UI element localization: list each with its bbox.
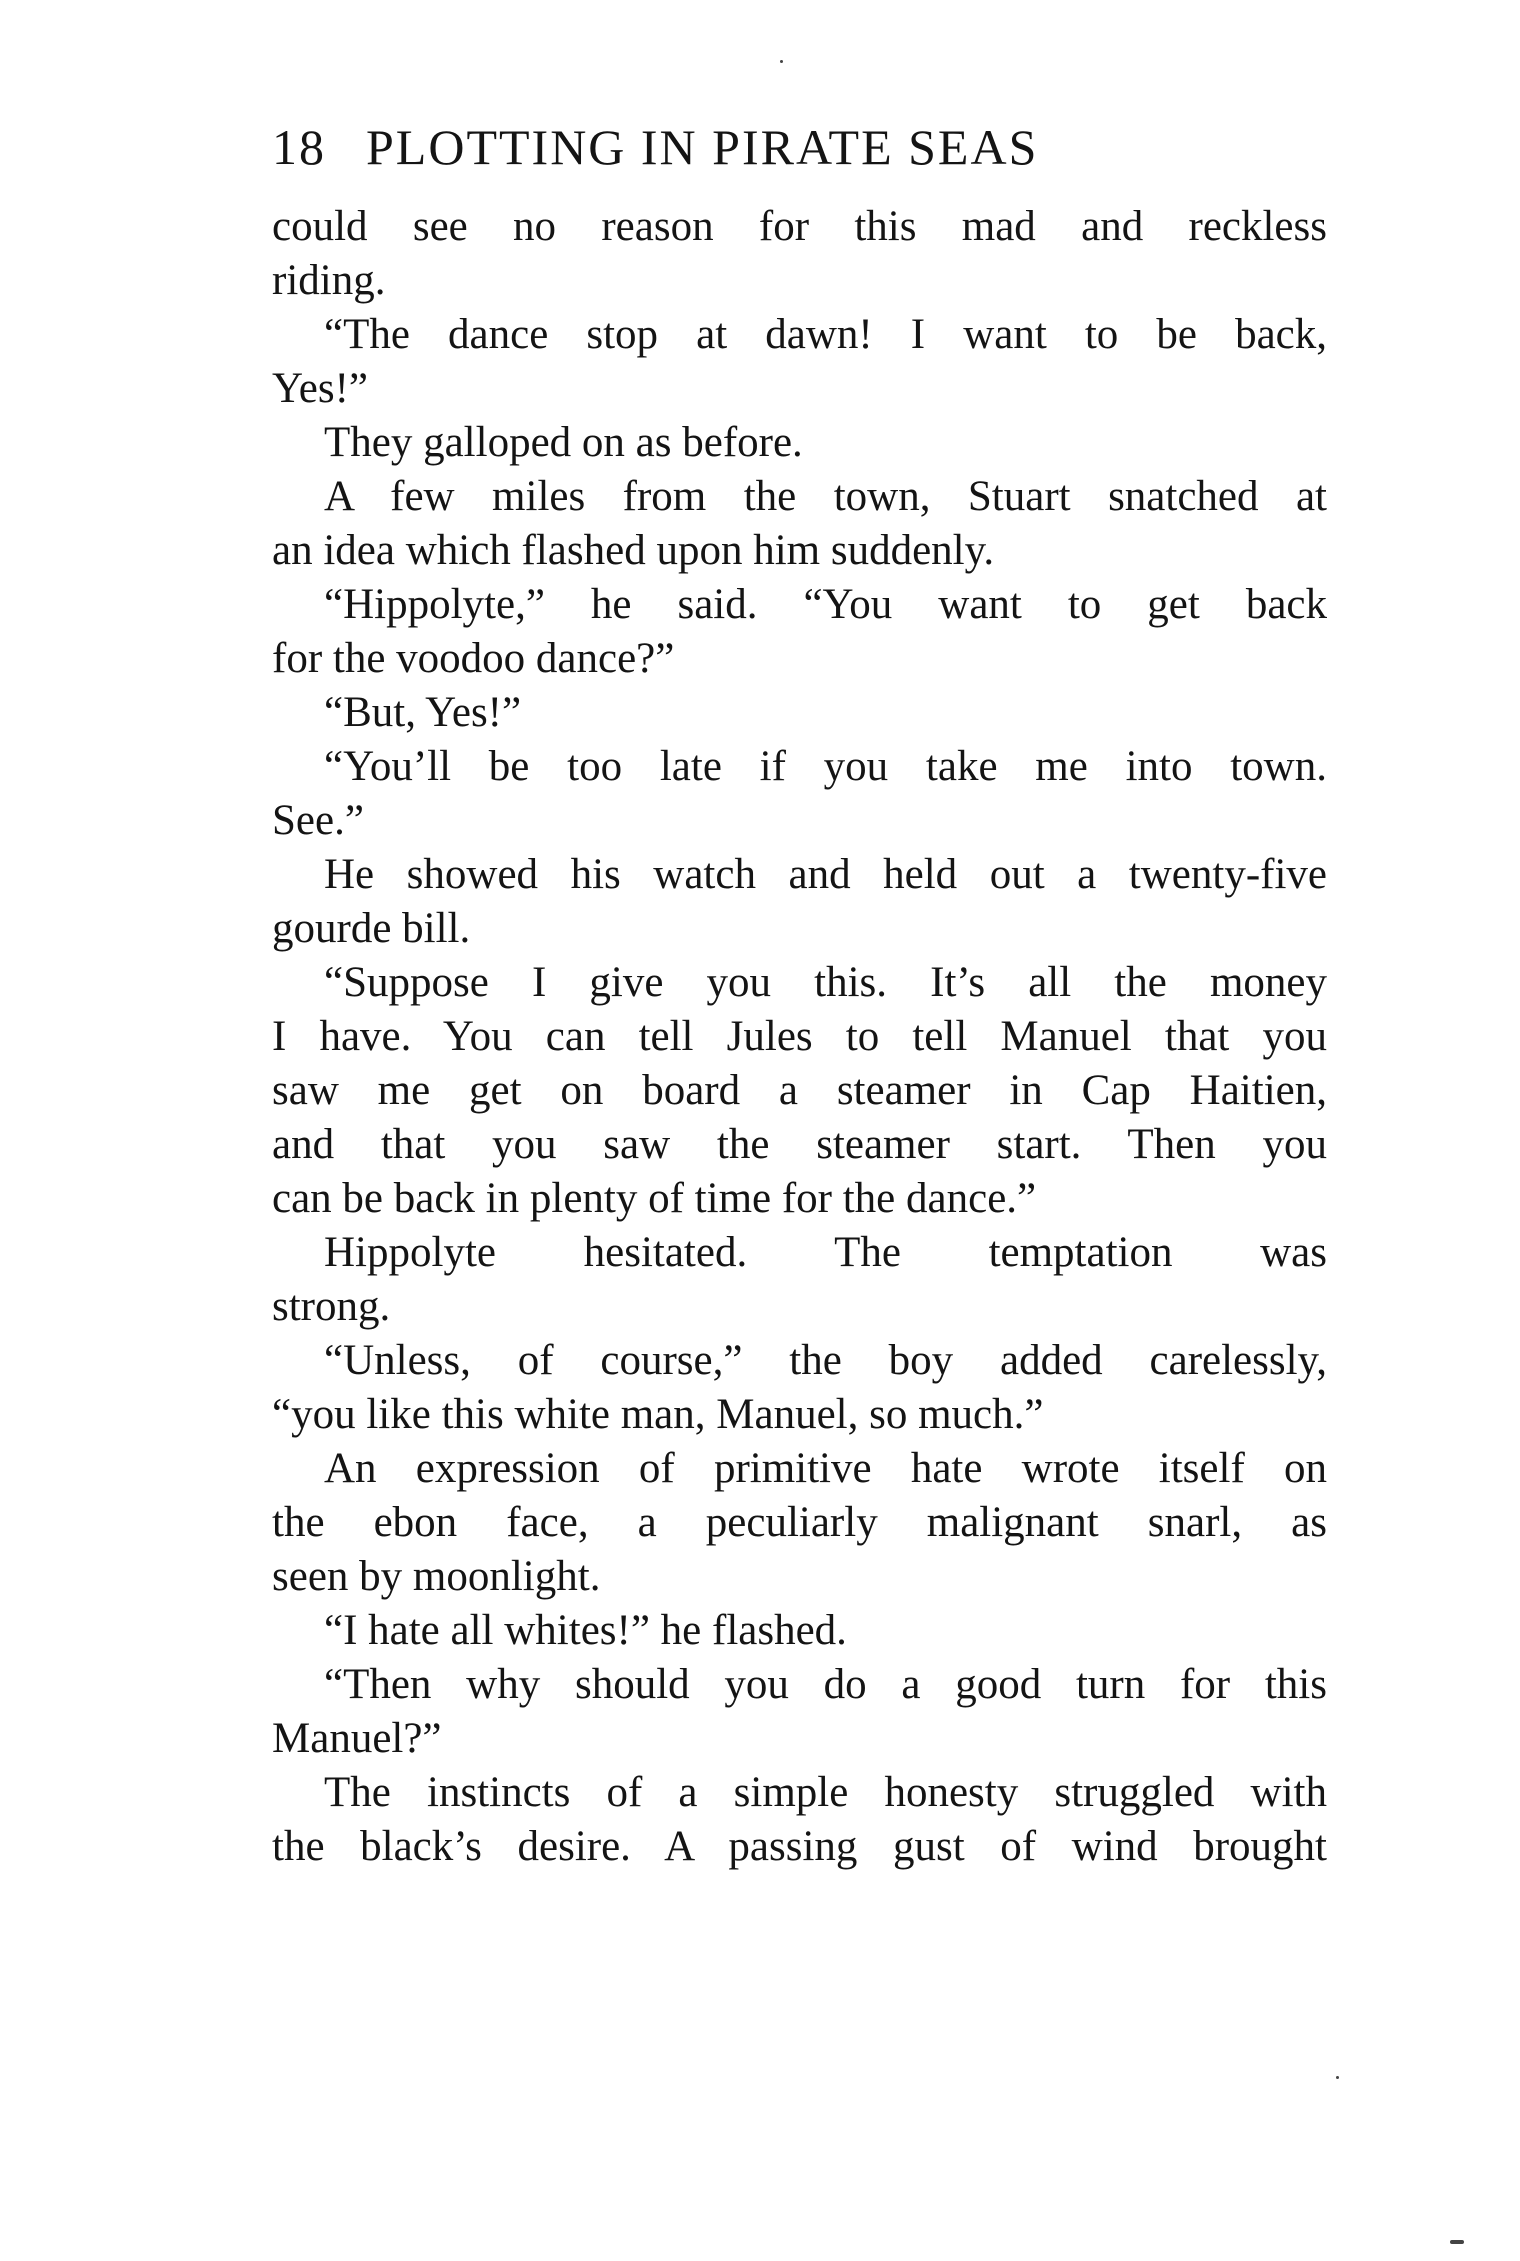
text-line: and that you saw the steamer start. Then you <box>272 1121 1327 1168</box>
text-line: I have. You can tell Jules to tell Manuel that you <box>272 1013 1327 1060</box>
text-line: an idea which flashed upon him suddenly. <box>272 527 995 574</box>
text-line: The instincts of a simple honesty struggled with <box>324 1769 1327 1816</box>
text-line: gourde bill. <box>272 905 471 952</box>
text-line: riding. <box>272 257 386 304</box>
text-line: A few miles from the town, Stuart snatched at <box>324 473 1327 520</box>
scan-speck <box>1450 2240 1464 2244</box>
body-text <box>272 200 1327 1874</box>
running-title: PLOTTING IN PIRATE SEAS <box>366 119 1039 175</box>
text-line: “you like this white man, Manuel, so much.” <box>272 1391 1044 1438</box>
text-line: An expression of primitive hate wrote itself on <box>324 1445 1327 1492</box>
text-line: “I hate all whites!” he flashed. <box>324 1607 847 1654</box>
text-line: “The dance stop at dawn! I want to be back, <box>324 311 1327 358</box>
text-line: the ebon face, a peculiarly malignant snarl, as <box>272 1499 1327 1546</box>
text-line: strong. <box>272 1283 391 1330</box>
text-line: can be back in plenty of time for the dance.” <box>272 1175 1037 1222</box>
scan-speck <box>780 60 783 63</box>
text-line: “Unless, of course,” the boy added carelessly, <box>324 1337 1327 1384</box>
text-line: He showed his watch and held out a twenty-five <box>324 851 1327 898</box>
page-header <box>272 118 1332 188</box>
text-line: Hippolyte hesitated. The temptation was <box>324 1229 1327 1276</box>
text-line: “Hippolyte,” he said. “You want to get back <box>324 581 1327 628</box>
text-line: Yes!” <box>272 365 368 412</box>
text-line: saw me get on board a steamer in Cap Haitien, <box>272 1067 1327 1114</box>
text-line: See.” <box>272 797 364 844</box>
text-line: They galloped on as before. <box>324 419 803 466</box>
text-line: Manuel?” <box>272 1715 442 1762</box>
text-line: for the voodoo dance?” <box>272 635 675 682</box>
text-line: “You’ll be too late if you take me into town. <box>324 743 1327 790</box>
page-number: 18 <box>272 119 326 175</box>
text-line: “Then why should you do a good turn for this <box>324 1661 1327 1708</box>
text-line: seen by moonlight. <box>272 1553 601 1600</box>
text-line: “But, Yes!” <box>324 689 522 736</box>
text-line: the black’s desire. A passing gust of wind brought <box>272 1823 1327 1870</box>
text-line: “Suppose I give you this. It’s all the money <box>324 959 1327 1006</box>
scan-speck <box>1336 2076 1339 2079</box>
text-line: could see no reason for this mad and reckless <box>272 203 1327 250</box>
